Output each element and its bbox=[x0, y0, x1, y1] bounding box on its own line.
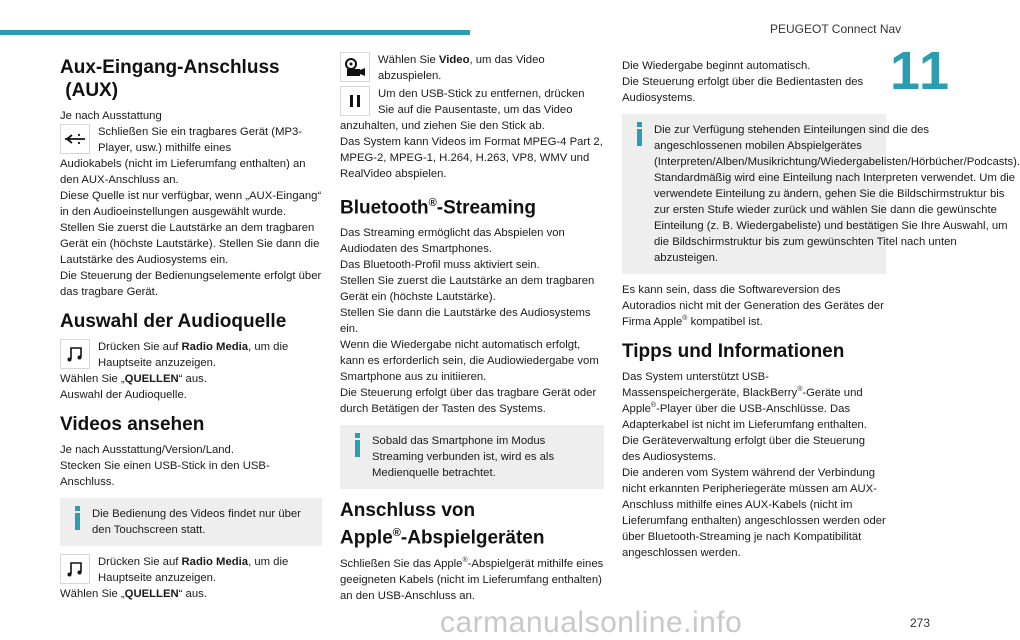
page-number: 273 bbox=[910, 616, 931, 630]
tips-heading: Tipps und Informationen bbox=[622, 341, 845, 362]
video-icon-row bbox=[340, 52, 604, 84]
aux-intro: Je nach Ausstattung bbox=[60, 110, 162, 122]
chapter-number: 11 bbox=[890, 41, 952, 101]
pause-icon bbox=[340, 86, 370, 116]
header-accent-bar bbox=[0, 30, 470, 35]
videos-step-1: Drücken Sie auf Radio Media, um die Hauptseite anzuzeigen. bbox=[98, 556, 289, 584]
videos-heading: Videos ansehen bbox=[60, 414, 205, 435]
source-step-3: Auswahl der Audioquelle. bbox=[60, 389, 187, 401]
tips-p3: Die anderen vom System während der Verbindung nicht erkannten Peripheriegeräte müssen am AUX-Anschluss mithilfe eines AUX-Kabels (nicht im Lieferumfang enthalten) angeschlossen werden oder über Bluetooth-Streaming je nach Kompatibilität angeschlossen werden. bbox=[622, 467, 886, 559]
col3-info-box: Die zur Verfügung stehenden Einteilungen sind die des angeschlossenen mobilen Abspielgerätes (Interpreten/Alben/Musikrichtung/Wiedergabelisten/Hörbücher/Podcasts). Standardmäßig wird eine Einteilung nach Interpreten verwendet. Um die verwendete Einteilung zu ändern, gehen Sie die Bildschirmstruktur bis zur ersten Stufe wieder zurück und wählen Sie dann die gewünschte Einteilung (z. B. Wiedergabeliste) und bestätigen Sie Ihre Auswahl, um die Bildschirmstruktur bis zum gewünschten Titel nach unten abzusteigen. bbox=[622, 114, 886, 274]
video-film-icon bbox=[340, 52, 370, 82]
video-step: Wählen Sie Video, um das Video abzuspielen. bbox=[378, 54, 545, 82]
bluetooth-info-box: Sobald das Smartphone im Modus Streaming verbunden ist, wird es als Medienquelle betrachtet. bbox=[340, 425, 604, 489]
col2-p2: Das System kann Videos im Format MPEG-4 Part 2, MPEG-2, MPEG-1, H.264, H.263, VP8, WMV und RealVideo abspielen. bbox=[340, 136, 603, 180]
apple-heading: Anschluss von Apple®-Abspielgeräten bbox=[340, 500, 545, 549]
info-icon bbox=[632, 122, 646, 266]
source-icon-row bbox=[60, 339, 322, 371]
aux-heading: Aux-Eingang-Anschluss (AUX) bbox=[60, 57, 280, 101]
col3-p1: Die Wiedergabe beginnt automatisch. bbox=[622, 60, 811, 72]
apple-p1: Schließen Sie das Apple®-Abspielgerät mithilfe eines geeigneten Kabels (nicht im Lieferumfang enthalten) an den USB-Anschluss an. bbox=[340, 556, 604, 602]
source-step-2: Wählen Sie „QUELLEN“ aus. bbox=[60, 373, 207, 385]
aux-icon-row bbox=[60, 124, 322, 156]
info-icon bbox=[350, 433, 364, 481]
source-step-1: Drücken Sie auf Radio Media, um die Hauptseite anzuzeigen. bbox=[98, 341, 289, 369]
bluetooth-p3: Stellen Sie zuerst die Lautstärke an dem tragbaren Gerät ein (höchste Lautstärke). bbox=[340, 275, 595, 304]
header-title: PEUGEOT Connect Nav bbox=[770, 22, 902, 36]
music-note-icon bbox=[60, 339, 90, 369]
aux-p4: Stellen Sie zuerst die Lautstärke an dem tragbaren Gerät ein (höchste Lautstärke). Stellen Sie dann die Lautstärke des Audiosystems ein. bbox=[60, 222, 320, 266]
aux-p5: Die Steuerung der Bedienungselemente erfolgt über das tragbare Gerät. bbox=[60, 270, 322, 298]
column-1 bbox=[60, 52, 322, 602]
music-note-icon bbox=[60, 554, 90, 584]
column-2 bbox=[340, 52, 604, 604]
watermark: carmanualsonline.info bbox=[440, 606, 743, 639]
col2-p1: anzuhalten, und ziehen Sie den Stick ab. bbox=[340, 120, 545, 132]
aux-p3: Diese Quelle ist nur verfügbar, wenn „AUX-Eingang“ in den Audioeinstellungen ausgewählt wurde. bbox=[60, 190, 322, 218]
aux-cable-icon bbox=[60, 124, 90, 154]
col3-p3: Es kann sein, dass die Softwareversion des Autoradios nicht mit der Generation des Gerätes der Firma Apple® kompatibel ist. bbox=[622, 284, 884, 328]
videos-icon-row bbox=[60, 554, 322, 586]
tips-p2: Die Geräteverwaltung erfolgt über die Steuerung des Audiosystems. bbox=[622, 435, 866, 463]
col3-p2: Die Steuerung erfolgt über die Bedientasten des Audiosystems. bbox=[622, 76, 864, 104]
bluetooth-p2: Das Bluetooth-Profil muss aktiviert sein. bbox=[340, 259, 540, 272]
pause-text: Um den USB-Stick zu entfernen, drücken Sie auf die Pausentaste, um das Video bbox=[378, 88, 585, 116]
bluetooth-p6: Die Steuerung erfolgt über das tragbare Gerät oder durch Betätigen der Tasten des Systems. bbox=[340, 387, 597, 416]
bluetooth-p5: Wenn die Wiedergabe nicht automatisch erfolgt, kann es erforderlich sein, die Audiowiedergabe vom Smartphone aus zu initiieren. bbox=[340, 339, 599, 384]
aux-p2: Audiokabels (nicht im Lieferumfang enthalten) an den AUX-Anschluss an. bbox=[60, 158, 306, 186]
source-heading: Auswahl der Audioquelle bbox=[60, 311, 287, 332]
videos-p2: Stecken Sie einen USB-Stick in den USB-Anschluss. bbox=[60, 460, 270, 488]
aux-icon-text: Schließen Sie ein tragbares Gerät (MP3-Player, usw.) mithilfe eines bbox=[98, 126, 303, 154]
tips-p1: Das System unterstützt USB-Massenspeichergeräte, BlackBerry®-Geräte und Apple®-Player über die USB-Anschlüsse. Das Adapterkabel ist nicht im Lieferumfang enthalten. bbox=[622, 371, 867, 431]
videos-step-2: Wählen Sie „QUELLEN“ aus. bbox=[60, 588, 207, 600]
videos-p1: Je nach Ausstattung/Version/Land. bbox=[60, 444, 234, 456]
pause-icon-row bbox=[340, 86, 604, 118]
info-icon bbox=[70, 506, 84, 538]
videos-info-box: Die Bedienung des Videos findet nur über den Touchscreen statt. bbox=[60, 498, 322, 546]
bluetooth-heading: Bluetooth®-Streaming bbox=[340, 197, 537, 219]
bluetooth-p4: Stellen Sie dann die Lautstärke des Audiosystems ein. bbox=[340, 307, 591, 336]
bluetooth-p1: Das Streaming ermöglicht das Abspielen von Audiodaten des Smartphones. bbox=[340, 227, 565, 256]
